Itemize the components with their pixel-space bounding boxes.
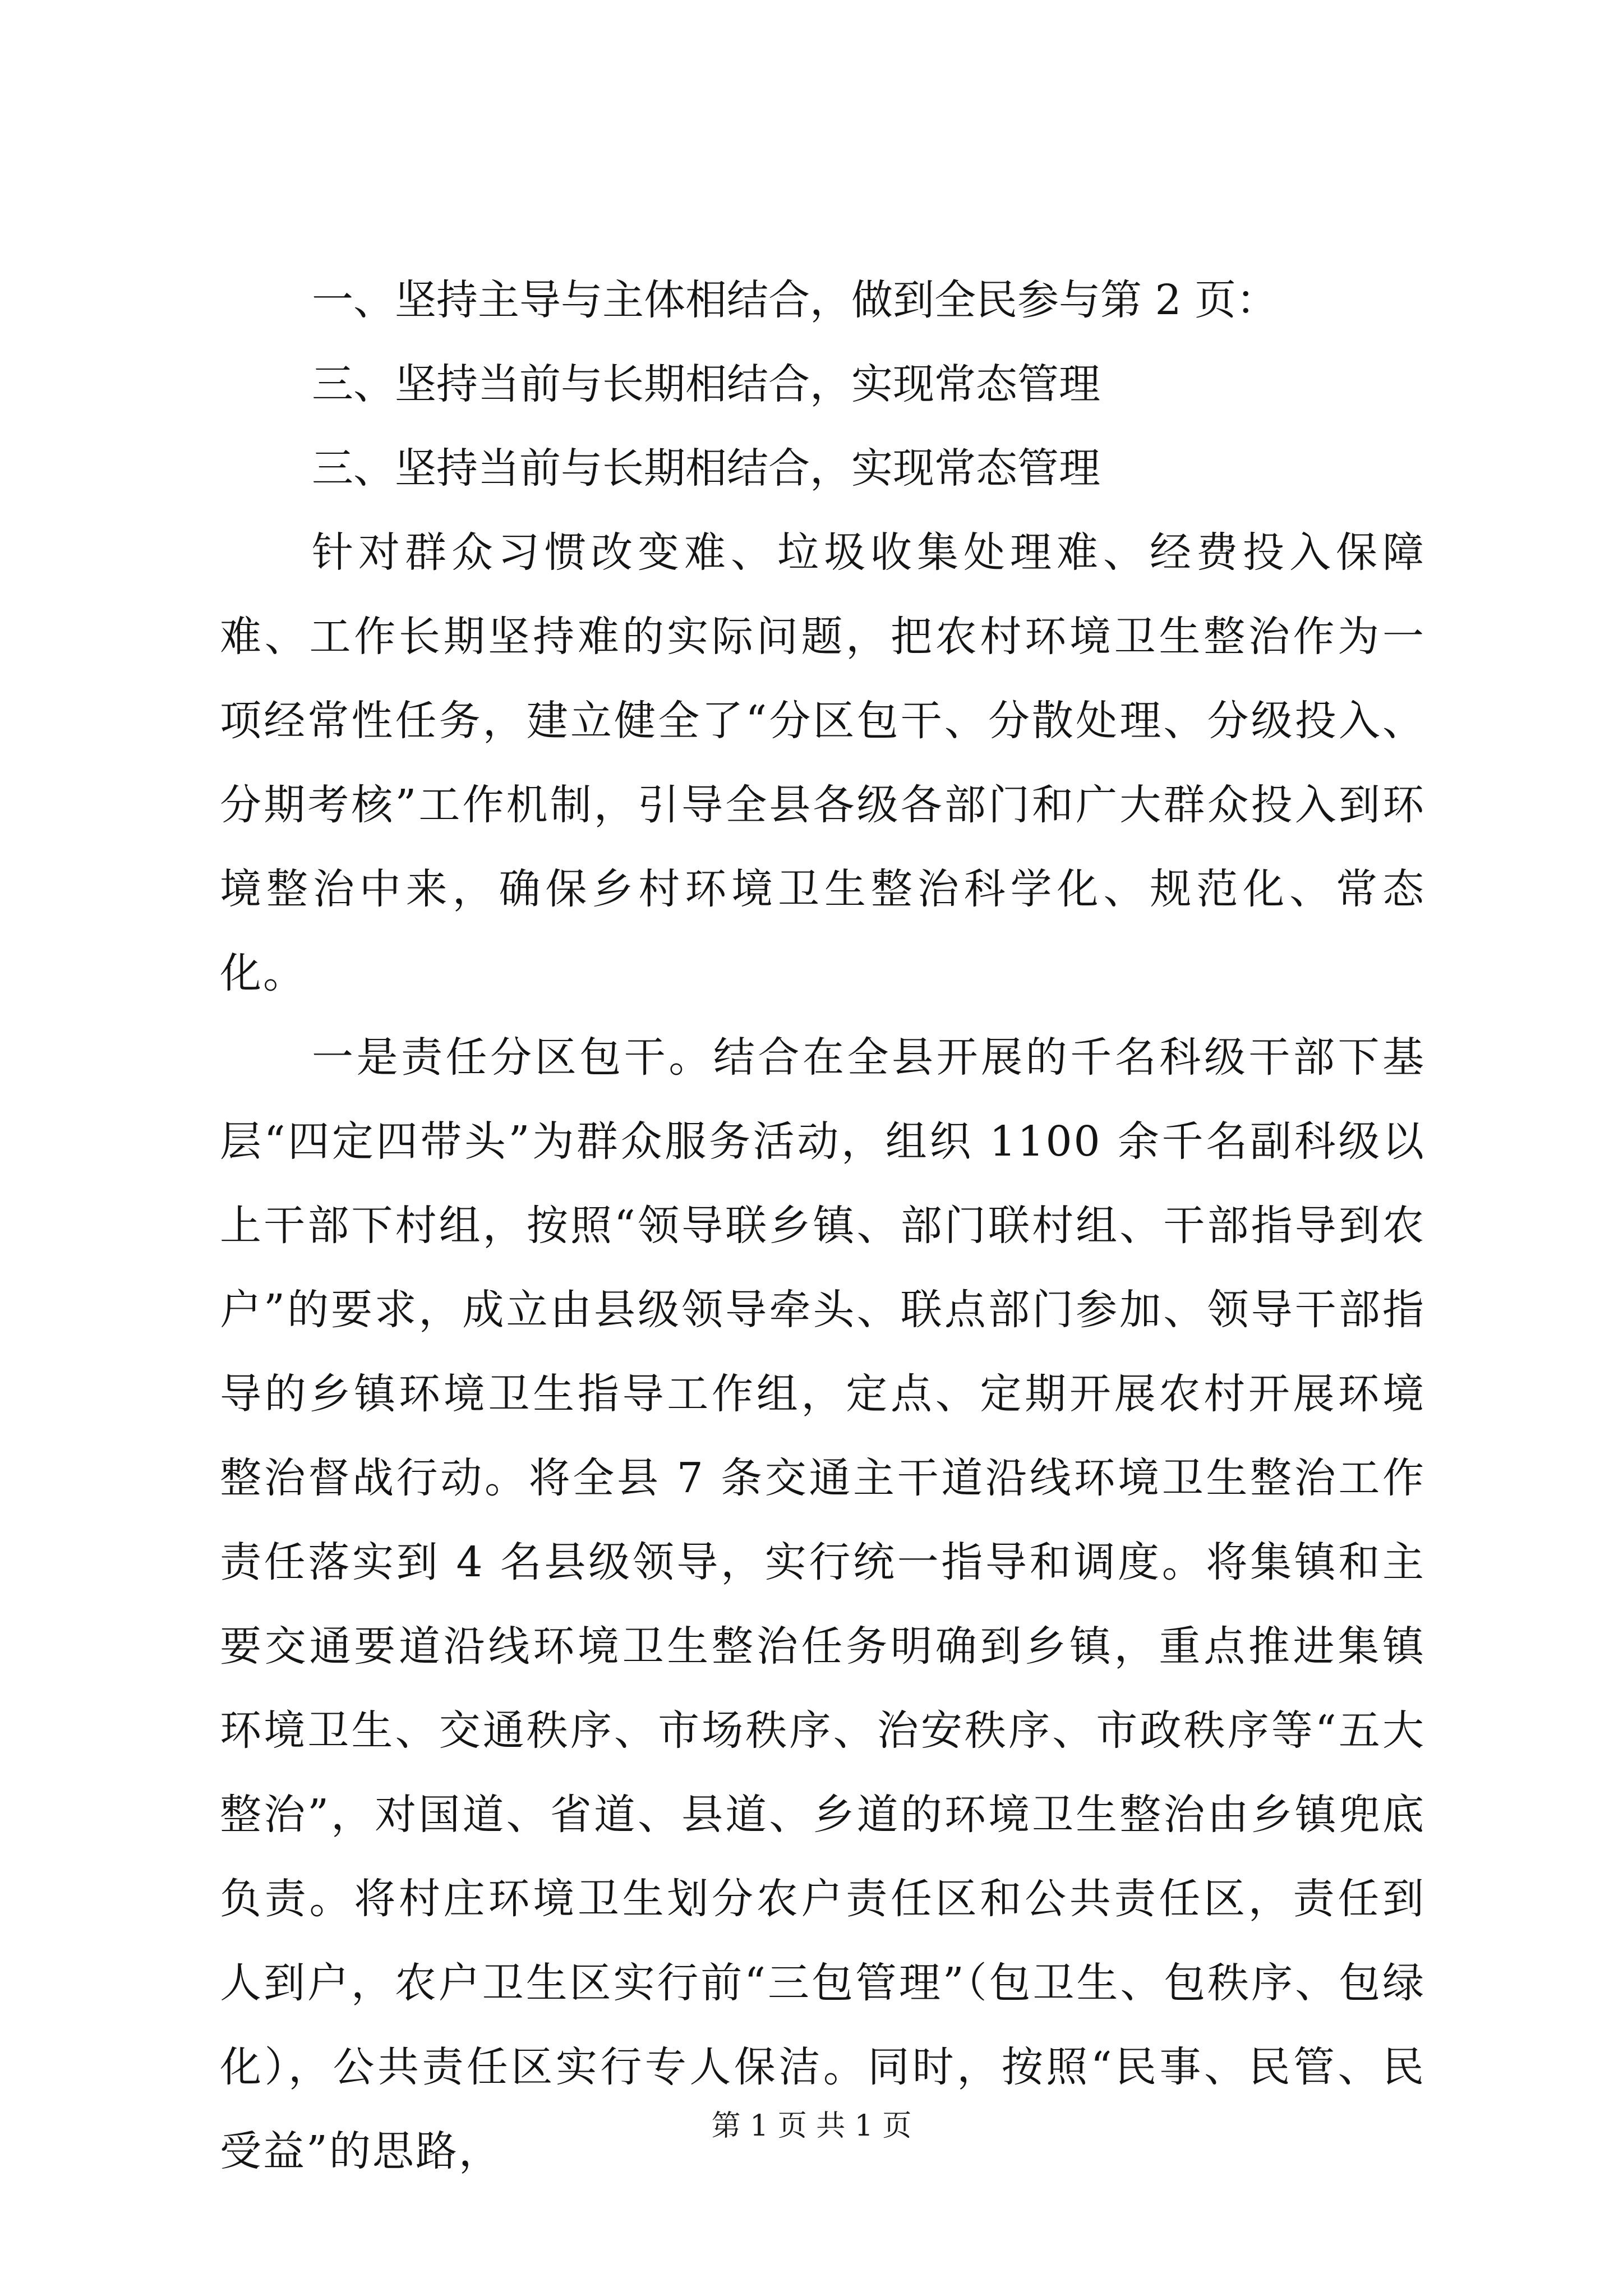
paragraph-responsibility-zones: 一是责任分区包干。结合在全县开展的千名科级干部下基层“四定四带头”为群众服务活动，组织 1100 余千名副科级以上干部下村组，按照“领导联乡镇、部门联村组、干部指导到农户”的要求，成立由县级领导牵头、联点部门参加、领导干部指导的乡镇环境卫生指导工作组，定点、定期开展农村开展环境整治督战行动。将全县 7 条交通主干道沿线环境卫生整治工作责任落实到 4 名县级领导，实行统一指导和调度。将集镇和主要交通要道沿线环境卫生整治任务明确到乡镇，重点推进集镇环境卫生、交通秩序、市场秩序、治安秩序、市政秩序等“五大整治”，对国道、省道、县道、乡道的环境卫生整治由乡镇兜底负责。将村庄环境卫生划分农户责任区和公共责任区，责任到人到户，农户卫生区实行前“三包管理”（包卫生、包秩序、包绿化），公共责任区实行专人保洁。同时，按照“民事、民管、民受益”的思路， — [220, 1033, 1426, 2175]
page-footer: 第 1 页 共 1 页 — [711, 2109, 912, 2143]
paragraph-intro: 针对群众习惯改变难、垃圾收集处理难、经费投入保障难、工作长期坚持难的实际问题，把农村环境卫生整治作为一项经常性任务，建立健全了“分区包干、分散处理、分级投入、分期考核”工作机制，引导全县各级各部门和广大群众投入到环境整治中来，确保乡村环境卫生整治科学化、规范化、常态化。 — [220, 528, 1426, 997]
section-heading-1: 一、坚持主导与主体相结合，做到全民参与第 2 页： — [312, 276, 1278, 324]
section-heading-3: 三、坚持当前与长期相结合，实现常态管理 — [312, 360, 1100, 408]
document-body — [220, 258, 1426, 2193]
section-heading-3-repeat: 三、坚持当前与长期相结合，实现常态管理 — [312, 444, 1100, 493]
